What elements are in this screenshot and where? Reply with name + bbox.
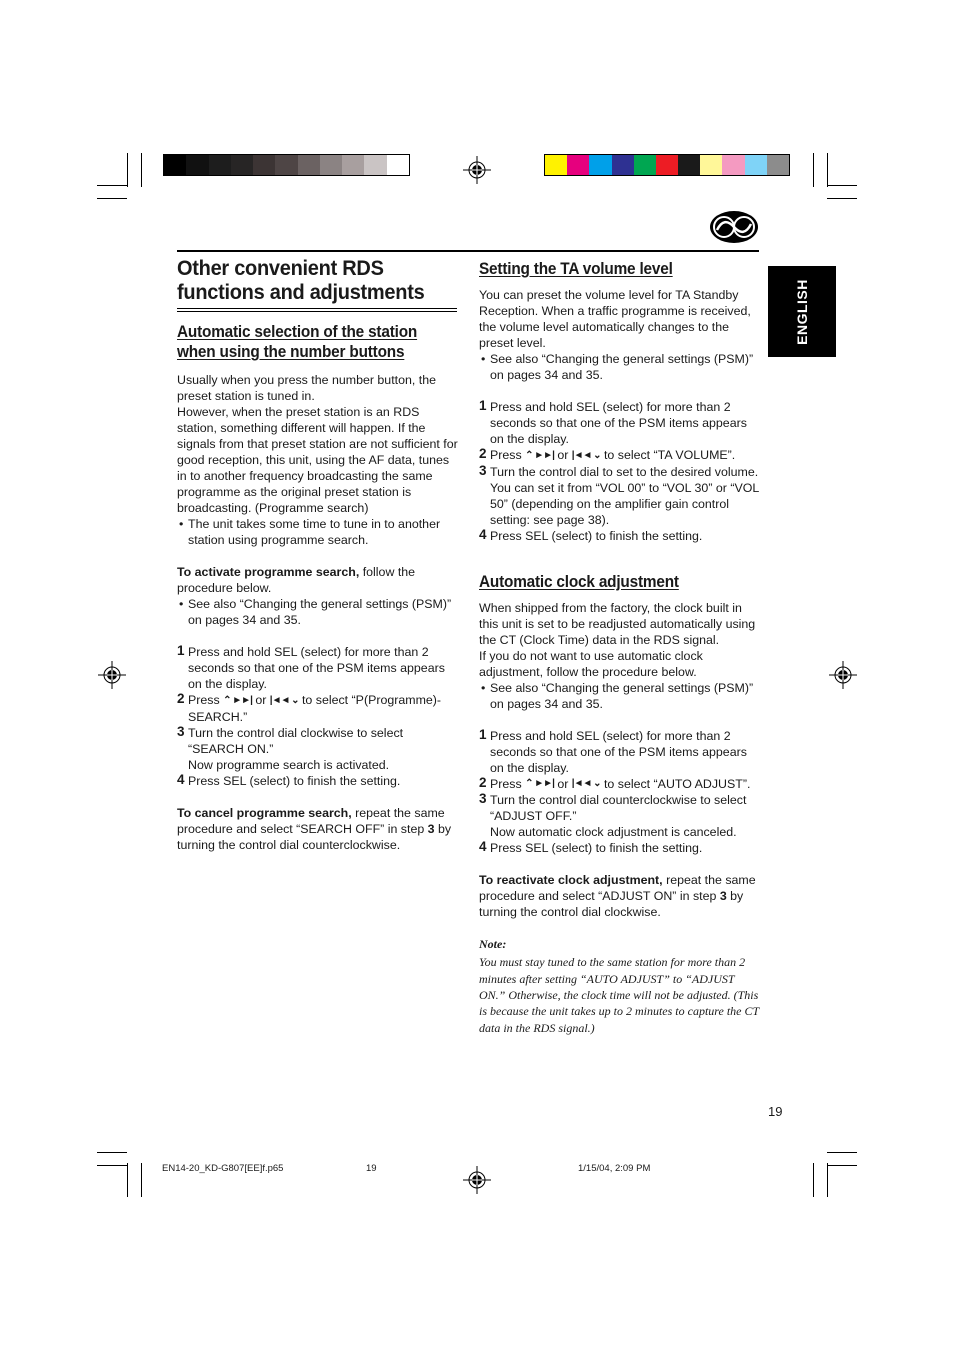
- note-text: You must stay tuned to the same station for more than 2 minutes after setting “AUTO ADJUST” to “ADJUST ON.” Otherwise, the clock time will not be adjusted. (This is because the unit takes up to 2 minutes to capture the CT data in the RDS signal.): [479, 955, 759, 1035]
- step-text: Turn the control dial clockwise to select “SEARCH ON.”: [188, 725, 404, 756]
- rds-logo-icon: [709, 210, 759, 244]
- step-item: [177, 644, 459, 692]
- crop-mark: [127, 153, 128, 187]
- color-swatch: [700, 155, 722, 175]
- step-text: to select “TA VOLUME”.: [600, 448, 736, 462]
- color-swatch: [589, 155, 611, 175]
- color-swatch: [320, 155, 342, 175]
- bullet-text: See also “Changing the general settings (PSM)” on pages 34 and 35.: [490, 680, 754, 711]
- prev-down-button-icon: |◄◄ ⌄: [571, 778, 601, 790]
- section-heading: Automatic selection of the station when using the number buttons: [177, 323, 418, 361]
- step-number: 1: [479, 726, 487, 742]
- ta-body: [479, 287, 761, 544]
- color-swatch: [678, 155, 700, 175]
- grayscale-color-bar: [163, 154, 410, 176]
- paragraph: [177, 564, 459, 596]
- step-extra: You can set it from “VOL 00” to “VOL 30” or “VOL 50” (depending on the amplifier gain control setting: see page 38).: [490, 480, 759, 527]
- crop-mark: [141, 1163, 142, 1197]
- page-title: Other convenient RDS functions and adjustments: [177, 256, 425, 304]
- color-swatch: [342, 155, 364, 175]
- step-extra: Now automatic clock adjustment is canceled.: [490, 825, 737, 840]
- step-text: Press and hold SEL (select) for more than 2 seconds so that one of the PSM items appears on the display.: [188, 645, 445, 691]
- title-rule: [177, 311, 457, 312]
- paragraph-text: follow the procedure below.: [177, 565, 416, 595]
- color-swatch: [186, 155, 208, 175]
- step-number: 4: [479, 526, 487, 542]
- paragraph: [177, 805, 459, 853]
- step-number: 1: [479, 398, 487, 413]
- step-number: 2: [479, 774, 487, 790]
- section-heading: Setting the TA volume level: [479, 260, 673, 278]
- color-swatch: [656, 155, 678, 175]
- crop-mark: [827, 1152, 857, 1153]
- paragraph: When shipped from the factory, the clock built in this unit is set to be readjusted automatically using the CT (Clock Time) data in the RDS signal.: [479, 600, 756, 647]
- bullet-text: The unit takes some time to tune in to another station using programme search.: [188, 517, 441, 547]
- step-item: [479, 447, 761, 464]
- crop-mark: [813, 1163, 814, 1197]
- color-swatch: [253, 155, 275, 175]
- paragraph: However, when the preset station is an RDS station, something different will happen. If the signals from that preset station are not sufficient for good reception, this unit, using the AF data, tunes in to another frequency broadcasting the same programme as the original preset station is broadcasting. (Programme search): [177, 405, 458, 515]
- crop-mark: [97, 1152, 127, 1153]
- step-text: Press SEL (select) to finish the setting.: [490, 528, 703, 543]
- registration-mark-icon: [829, 661, 857, 689]
- paragraph: [479, 872, 761, 920]
- step-ref: 3: [719, 889, 727, 904]
- color-swatch: [209, 155, 231, 175]
- color-swatch: [634, 155, 656, 175]
- page-number: 19: [768, 1104, 783, 1119]
- title-rule: [177, 308, 457, 309]
- step-text: Press: [490, 776, 526, 791]
- crop-mark: [97, 185, 127, 186]
- step-text: Press SEL (select) to finish the setting.: [490, 841, 703, 856]
- step-item: [479, 464, 761, 528]
- left-column: [177, 322, 459, 853]
- step-text: Turn the control dial counterclockwise to select “ADJUST OFF.”: [490, 793, 747, 824]
- step-text: Press and hold SEL (select) for more than 2 seconds so that one of the PSM items appears on the display.: [490, 728, 747, 775]
- step-item: [479, 728, 761, 776]
- step-text: or: [251, 693, 270, 707]
- bullet-item: • See also “Changing the general settings (PSM)” on pages 34 and 35.: [481, 352, 754, 382]
- paragraph-text: repeat the same procedure and select “ADJUST ON” in step: [479, 873, 756, 904]
- color-swatch: [364, 155, 386, 175]
- step-number: 2: [479, 446, 487, 461]
- step-item: [479, 840, 761, 856]
- bullet-item: • The unit takes some time to tune in to another station using programme search.: [179, 517, 441, 547]
- prev-down-button-icon: |◄◄ ⌄: [269, 694, 299, 706]
- header-rule: [177, 250, 759, 252]
- step-text: to select “AUTO ADJUST”.: [600, 776, 751, 791]
- color-swatch: [612, 155, 634, 175]
- crop-mark: [141, 153, 142, 187]
- step-extra: Now programme search is activated.: [188, 757, 390, 772]
- step-item: [479, 528, 761, 544]
- color-swatch: [567, 155, 589, 175]
- language-tab-label: ENGLISH: [794, 278, 810, 345]
- crop-mark: [97, 198, 127, 199]
- color-swatch: [298, 155, 320, 175]
- clock-body: [479, 600, 761, 1036]
- step-number: 3: [479, 462, 487, 478]
- bold-lead: To activate programme search,: [177, 565, 360, 579]
- step-item: [177, 692, 459, 725]
- paragraph: You can preset the volume level for TA Standby Reception. When a traffic programme is received, the volume level automatically changes to the preset level.: [479, 288, 751, 350]
- note-title: Note:: [479, 937, 507, 952]
- crop-mark: [127, 1163, 128, 1197]
- crop-mark: [827, 185, 857, 186]
- step-item: [479, 776, 761, 793]
- step-text: Press SEL (select) to finish the setting.: [188, 773, 401, 788]
- color-swatch: [767, 155, 789, 175]
- step-number: 3: [479, 791, 487, 807]
- footer-page: 19: [366, 1163, 377, 1174]
- step-text: Press: [490, 448, 526, 462]
- crop-mark: [827, 198, 857, 199]
- paragraph: If you do not want to use automatic clock adjustment, follow the procedure below.: [479, 648, 703, 679]
- crop-mark: [827, 1165, 857, 1166]
- step-number: 4: [479, 839, 487, 855]
- step-item: [479, 399, 761, 447]
- crop-mark: [827, 153, 828, 187]
- bold-lead: To cancel programme search,: [177, 805, 352, 820]
- color-swatch: [545, 155, 567, 175]
- color-swatch: [722, 155, 744, 175]
- bullet-text: See also “Changing the general settings (PSM)” on pages 34 and 35.: [188, 597, 452, 627]
- step-text: Press: [188, 693, 224, 707]
- registration-mark-icon: [98, 661, 126, 689]
- up-next-button-icon: ⌃ ►►|: [525, 449, 554, 461]
- color-swatch: [745, 155, 767, 175]
- step-text: Press and hold SEL (select) for more than 2 seconds so that one of the PSM items appears on the display.: [490, 400, 747, 446]
- footer-file: EN14-20_KD-G807[EE]f.p65: [162, 1163, 284, 1174]
- step-text: to select “P(Programme)-SEARCH.”: [188, 693, 442, 724]
- footer-date: 1/15/04, 2:09 PM: [578, 1163, 651, 1174]
- paragraph: Usually when you press the number button, the preset station is tuned in.: [177, 373, 436, 403]
- step-number: 3: [177, 723, 185, 739]
- step-text: Turn the control dial to set to the desired volume.: [490, 464, 759, 479]
- language-tab: [768, 266, 836, 357]
- color-swatch: [231, 155, 253, 175]
- step-item: [177, 725, 459, 773]
- step-text: or: [553, 776, 572, 791]
- crop-mark: [813, 153, 814, 187]
- process-color-bar: [544, 154, 790, 176]
- paragraph-text: by turning the control dial counterclockwise.: [177, 821, 452, 852]
- step-number: 4: [177, 771, 185, 787]
- step-number: 2: [177, 691, 185, 706]
- crop-mark: [97, 1165, 127, 1166]
- step-item: [479, 792, 761, 840]
- registration-mark-icon: [463, 156, 491, 184]
- up-next-button-icon: ⌃ ►►|: [525, 778, 554, 790]
- bold-lead: To reactivate clock adjustment,: [479, 873, 663, 888]
- step-text: or: [553, 448, 572, 462]
- registration-mark-icon: [463, 1166, 491, 1194]
- section-heading: Automatic clock adjustment: [479, 572, 679, 591]
- crop-mark: [827, 1163, 828, 1197]
- right-column: [479, 259, 761, 1036]
- step-item: [177, 773, 459, 789]
- step-ref: 3: [427, 821, 435, 836]
- up-next-button-icon: ⌃ ►►|: [223, 694, 252, 706]
- paragraph-text: by turning the control dial clockwise.: [479, 889, 744, 920]
- paragraph-text: repeat the same procedure and select “SEARCH OFF” in step: [177, 805, 445, 836]
- step-number: 1: [177, 643, 185, 658]
- bullet-item: • See also “Changing the general settings (PSM)” on pages 34 and 35.: [481, 680, 754, 711]
- bullet-item: • See also “Changing the general settings (PSM)” on pages 34 and 35.: [179, 597, 452, 627]
- color-swatch: [387, 155, 409, 175]
- color-swatch: [164, 155, 186, 175]
- color-swatch: [275, 155, 297, 175]
- bullet-text: See also “Changing the general settings (PSM)” on pages 34 and 35.: [490, 352, 754, 382]
- prev-down-button-icon: |◄◄ ⌄: [571, 449, 601, 461]
- left-body: [177, 372, 459, 853]
